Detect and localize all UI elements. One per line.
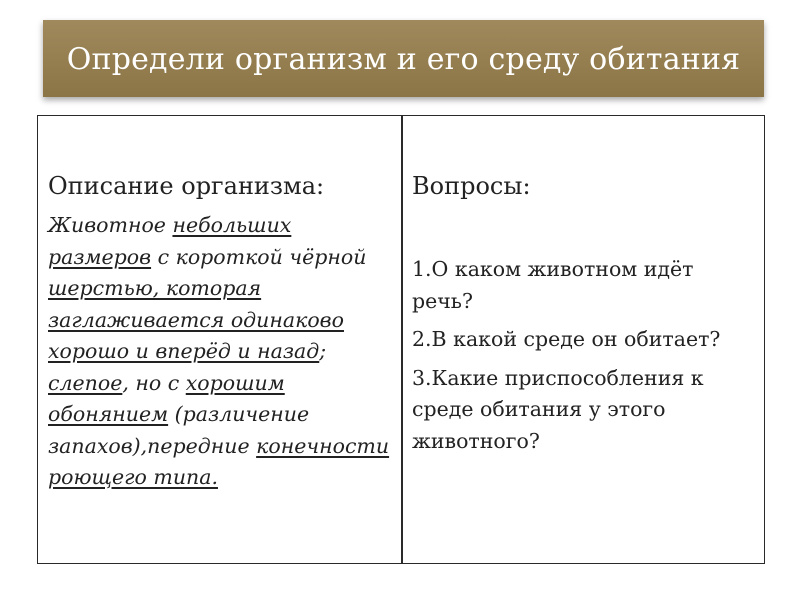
questions-heading: Вопросы: bbox=[412, 172, 531, 200]
content-table bbox=[37, 115, 765, 564]
underlined-phrase: небольших размеров bbox=[48, 213, 292, 269]
description-text: с короткой чёрной bbox=[151, 244, 367, 269]
description-text: , но с bbox=[122, 370, 186, 395]
questions-list bbox=[412, 254, 757, 464]
column-divider bbox=[401, 116, 403, 563]
description-text: ; bbox=[319, 339, 327, 363]
underlined-phrase: шерстью, которая заглаживается одинаково хорошо и вперёд и назад bbox=[48, 276, 344, 363]
question-item: 3.Какие приспособления к среде обитания у этого животного? bbox=[412, 365, 704, 453]
slide-title: Определи организм и его среду обитания bbox=[66, 42, 741, 77]
title-banner bbox=[43, 20, 764, 97]
description-heading: Описание организма: bbox=[48, 172, 325, 200]
description-text: (различение запахов),передние bbox=[48, 402, 310, 458]
underlined-phrase: конечности роющего типа. bbox=[48, 433, 390, 489]
description-text: Животное bbox=[48, 213, 173, 237]
organism-description bbox=[48, 210, 396, 494]
underlined-phrase: хорошим обонянием bbox=[48, 370, 285, 426]
underlined-phrase: слепое bbox=[48, 370, 123, 395]
question-item: 1.О каком животном идёт речь? bbox=[412, 257, 694, 313]
question-item: 2.В какой среде он обитает? bbox=[412, 327, 721, 351]
